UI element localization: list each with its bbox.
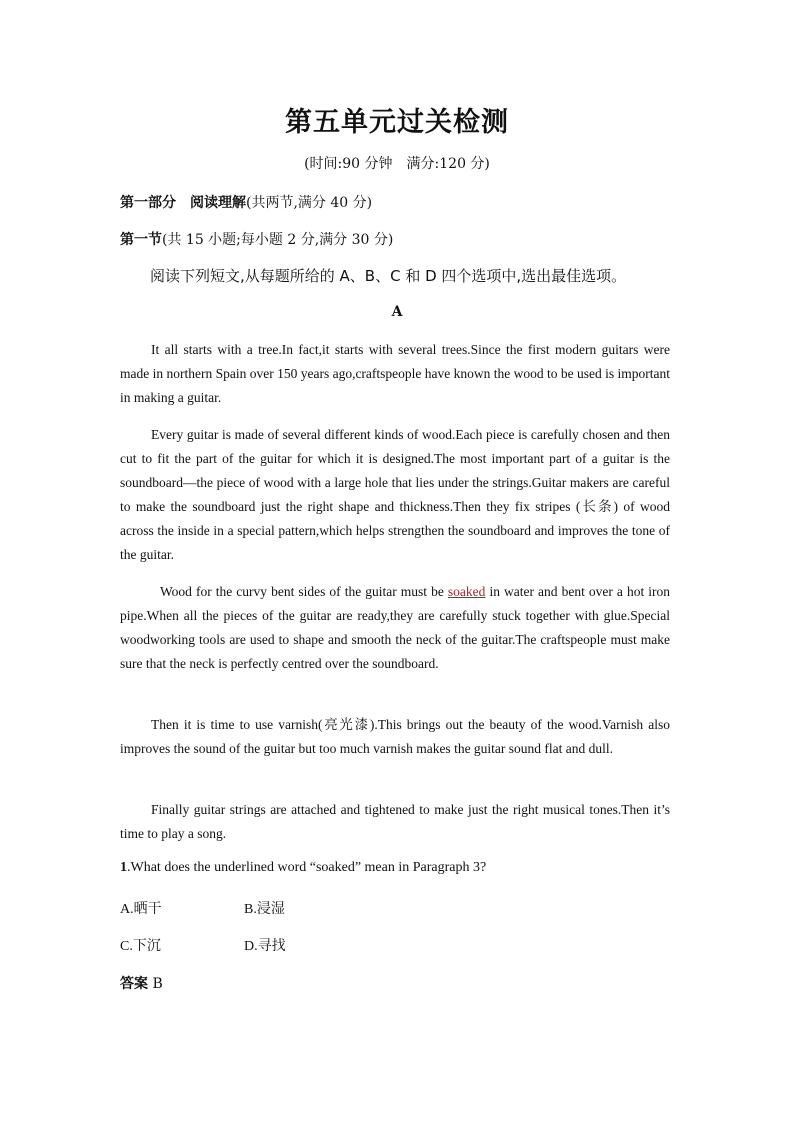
passage-paragraph-2 (120, 423, 670, 567)
section-detail: (共 15 小题;每小题 2 分,满分 30 分) (162, 232, 394, 248)
paragraph-text: in water and bent over a hot iron pipe.When all the pieces of the guitar are ready,they are carefully stuck together with glue.Special woodworking tools are used to shape and smooth the neck of the guitar.The craftspeople must make sure that the neck is perfectly centred over the soundboard. (120, 584, 670, 671)
question-text: .What does the underlined word “soaked” mean in Paragraph 3? (127, 860, 487, 875)
passage-paragraph-3 (120, 580, 670, 676)
paragraph-text: Every guitar is made of several different kinds of wood.Each piece is carefully chosen and then cut to fit the part of the guitar for which it is designed.The most important part of a guitar is the soundboard—the piece of wood with a large hole that lies under the strings.Guitar makers are careful to make the soundboard just the right shape and thickness.Then they fix stripes (长条) of wood across the inside in a special pattern,which helps strengthen the soundboard and improves the tone of the guitar. (120, 427, 670, 562)
paragraph-text: Wood for the curvy bent sides of the guitar must be (160, 584, 448, 599)
instruction-text: 阅读下列短文,从每题所给的 A、B、C 和 D 四个选项中,选出最佳选项。 (150, 267, 627, 285)
question-1 (120, 860, 486, 876)
paragraph-text: It all starts with a tree.In fact,it starts with several trees.Since the first modern guitars were made in northern Spain over 150 years ago,craftspeople have known the wood to be used is important in making a guitar. (120, 342, 670, 405)
option-d: D.寻找 (244, 939, 286, 954)
question-number: 1 (120, 860, 127, 875)
option-b: B.浸湿 (244, 902, 285, 917)
answer-value: B (148, 976, 163, 992)
answer-label: 答案 (120, 976, 148, 992)
part-heading (120, 192, 372, 212)
exam-meta: (时间:90 分钟 满分:120 分) (304, 156, 490, 172)
section-label: 第一节 (120, 232, 162, 248)
option-a: A.晒干 (120, 902, 162, 917)
passage-paragraph-1 (120, 338, 670, 410)
part-label: 第一部分 阅读理解 (120, 195, 246, 211)
passage-paragraph-4 (120, 713, 670, 761)
paragraph-text: Finally guitar strings are attached and tightened to make just the right musical tones.Then it’s time to play a song. (120, 802, 670, 841)
answer-line (120, 973, 163, 993)
paragraph-text: Then it is time to use varnish(亮光漆).This brings out the beauty of the wood.Varnish also improves the sound of the guitar but too much varnish makes the guitar sound flat and dull. (120, 717, 670, 756)
underlined-word: soaked (447, 584, 486, 599)
passage-paragraph-5 (120, 798, 670, 846)
passage-letter: A (391, 304, 403, 320)
part-detail: (共两节,满分 40 分) (246, 195, 373, 211)
section-heading (120, 229, 393, 249)
option-c: C.下沉 (120, 939, 161, 954)
page-title: 第五单元过关检测 (285, 107, 509, 138)
